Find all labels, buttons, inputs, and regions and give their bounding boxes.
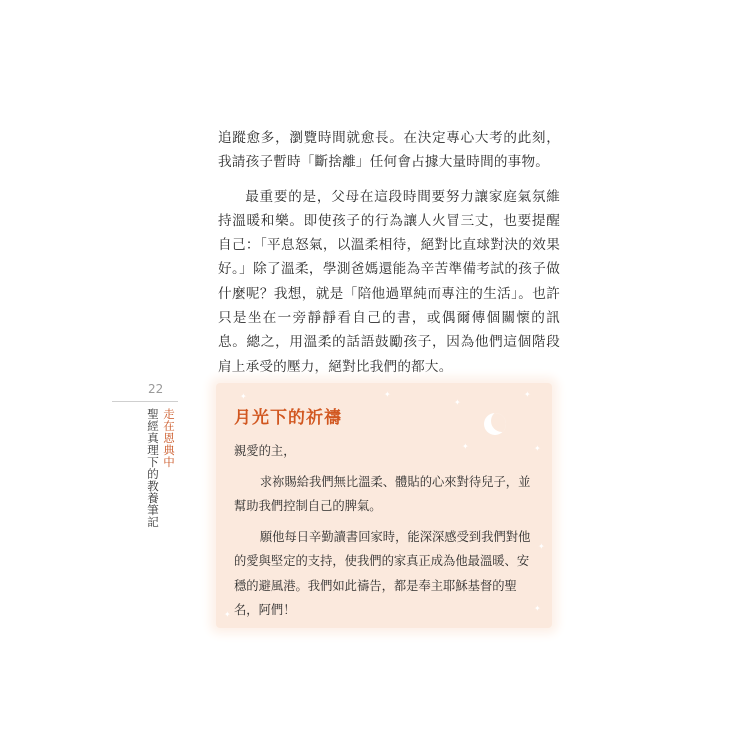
star-icon: ✦ xyxy=(240,392,247,401)
body-paragraph-2: 最重要的是，父母在這段時間要努力讓家庭氣氛維持溫暖和樂。即使孩子的行為讓人火冒三丈，也要提醒自己：「平息怒氣，以溫柔相待，絕對比直球對決的效果好。」除了溫柔，學測爸媽還能為辛苦準備考試的孩子做什麼呢？我想，就是「陪他過單純而專注的生活」。也許只是坐在一旁靜靜看自己的書，或偶爾傳個關懷的訊息。總之，用溫柔的話語鼓勵孩子，因為他們這個階段肩上承受的壓力，絕對比我們的都大。 xyxy=(218,188,560,375)
prayer-box xyxy=(216,383,552,628)
star-icon: ✦ xyxy=(534,444,541,453)
prayer-paragraph-2: 願他每日辛勤讀書回家時，能深深感受到我們對他的愛與堅定的支持，使我們的家真正成為他最溫暖、安穩的避風港。我們如此禱告，都是奉主耶穌基督的聖名，阿們！ xyxy=(234,529,531,617)
star-icon: ✦ xyxy=(224,610,231,619)
star-icon: ✦ xyxy=(454,398,461,407)
star-icon: ✦ xyxy=(462,442,469,451)
crescent-moon-icon xyxy=(484,413,506,435)
main-body-text xyxy=(218,126,560,389)
book-title-subtitle: 聖經真理下的教養筆記 xyxy=(146,408,160,528)
book-title-accent: 走在恩典中 xyxy=(162,408,176,468)
prayer-title: 月光下的祈禱 xyxy=(234,408,342,428)
star-icon: ✦ xyxy=(384,390,391,399)
prayer-paragraph-1: 求祢賜給我們無比溫柔、體貼的心來對待兒子，並幫助我們控制自己的脾氣。 xyxy=(234,474,531,513)
star-icon: ✦ xyxy=(524,390,531,399)
prayer-text xyxy=(234,439,534,629)
page-number: 22 xyxy=(148,382,164,396)
page-number-rule xyxy=(112,401,178,402)
star-icon: ✦ xyxy=(534,604,541,613)
running-book-title xyxy=(146,408,176,528)
prayer-salutation: 親愛的主， xyxy=(234,444,296,458)
body-paragraph-1: 追蹤愈多，瀏覽時間就愈長。在決定專心大考的此刻，我請孩子暫時「斷捨離」任何會占據大量時間的事物。 xyxy=(218,130,560,171)
star-icon: ✦ xyxy=(538,542,545,551)
